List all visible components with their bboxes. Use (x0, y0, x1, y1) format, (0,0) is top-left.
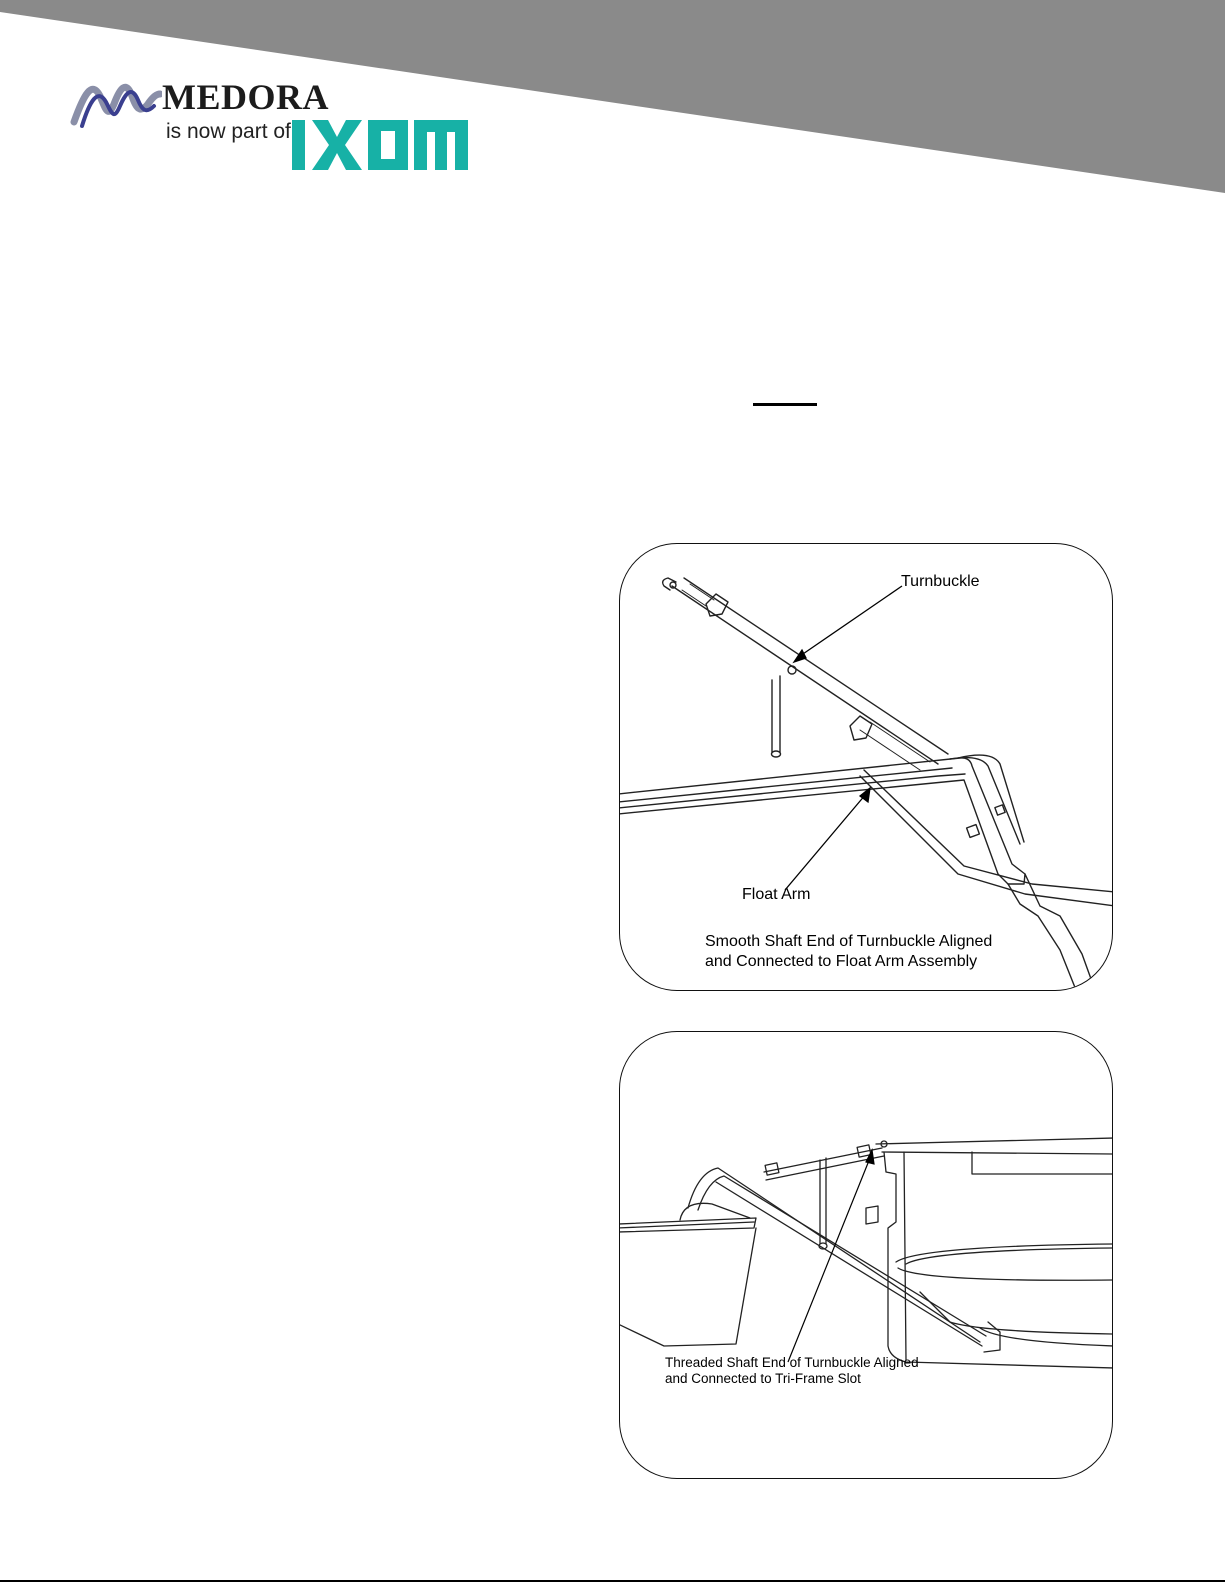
figure-1-caption-line-1: Smooth Shaft End of Turnbuckle Aligned (705, 933, 993, 950)
figure-2-caption-line-2: and Connected to Tri-Frame Slot (665, 1371, 861, 1386)
figure-turnbuckle-float-arm (619, 543, 1113, 991)
tri-frame-drawing (620, 1032, 1112, 1478)
figure-2-caption-line-1: Threaded Shaft End of Turnbuckle Aligned (665, 1355, 919, 1370)
ixom-wordmark (292, 120, 468, 174)
float-arm-drawing (620, 544, 1112, 990)
footer-rule (0, 1580, 1225, 1582)
company-logo (70, 70, 470, 180)
figure-turnbuckle-tri-frame (619, 1031, 1113, 1479)
logo-tagline: is now part of (166, 120, 291, 143)
figure-1-caption-line-2: and Connected to Float Arm Assembly (705, 953, 978, 970)
medora-wave-icon (70, 74, 162, 134)
heading-underline (753, 403, 817, 406)
medora-wordmark: MEDORA (162, 77, 329, 117)
turnbuckle-callout: Turnbuckle (901, 573, 980, 590)
float-arm-callout: Float Arm (742, 886, 811, 903)
